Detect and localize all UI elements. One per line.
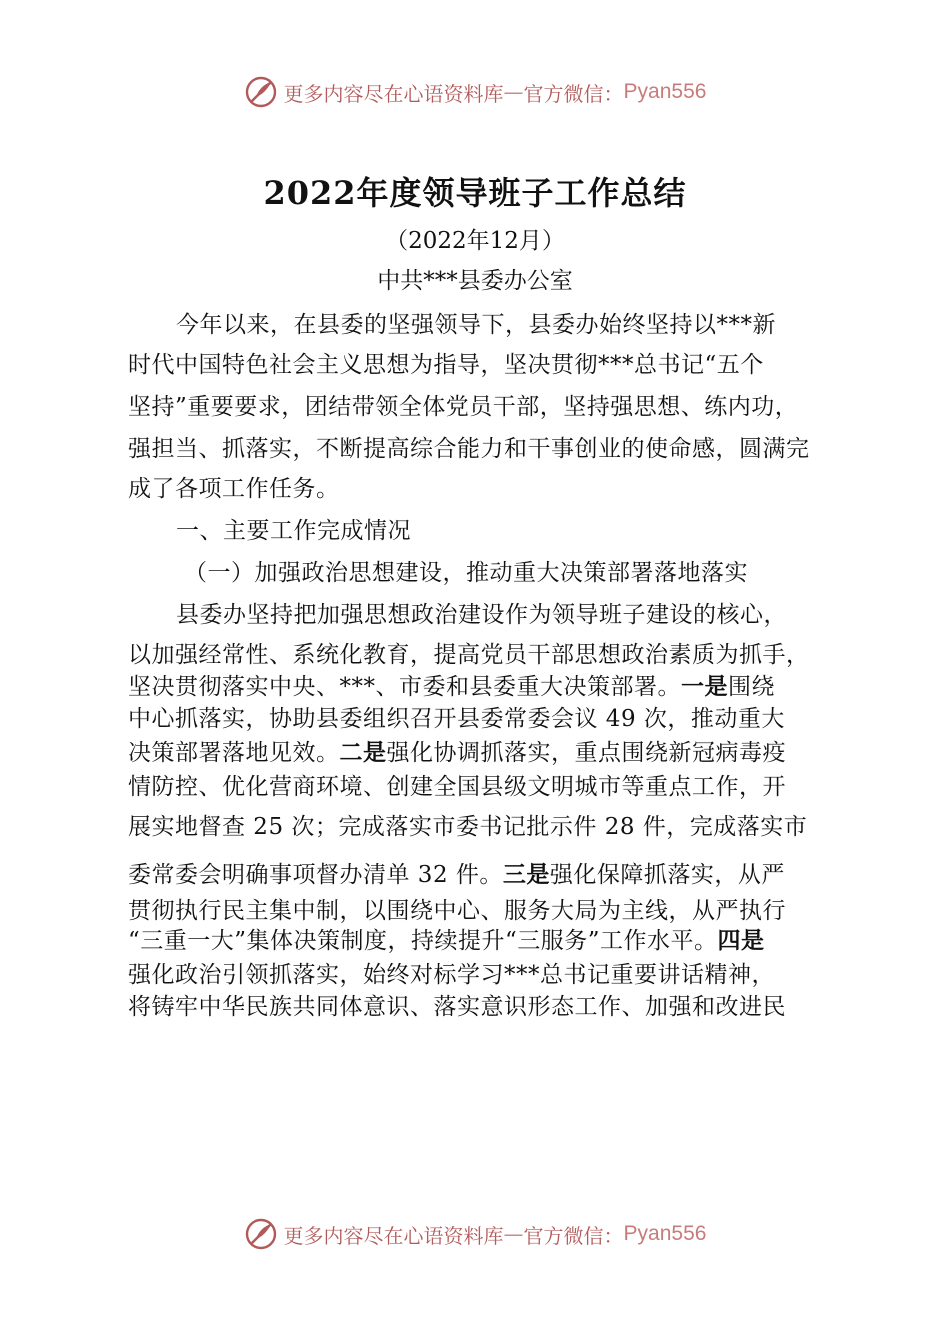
- body-line: [128, 856, 785, 889]
- banner-separator: —: [503, 1222, 524, 1246]
- bold-ordinal: 一是: [681, 674, 728, 700]
- line-text: （一）加强政治思想建设，推动重大决策部署落地落实: [184, 560, 748, 586]
- body-line: [176, 306, 776, 339]
- body-line: [128, 636, 810, 669]
- banner-text: 更多内容尽在心语资料库: [283, 1223, 504, 1248]
- line-text: 贯彻执行民主集中制，以围绕中心、服务大局为主线，从严执行: [128, 898, 786, 924]
- line-text: 决策部署落地见效。: [128, 740, 340, 766]
- line-text: 强担当、抓落实，不断提高综合能力和干事创业的使命感，圆满完: [128, 436, 810, 462]
- banner-wechat-label: 官方微信：: [523, 81, 624, 106]
- bold-ordinal: 三是: [502, 862, 550, 888]
- body-line: [128, 956, 775, 989]
- bold-ordinal: 四是: [717, 928, 765, 954]
- body-line: [176, 512, 411, 545]
- line-text: 以加强经常性、系统化教育，提高党员干部思想政治素质为抓手，: [128, 642, 810, 668]
- body-line: [128, 470, 340, 503]
- line-text: 一、主要工作完成情况: [176, 518, 411, 544]
- line-text-after: 强化协调抓落实，重点围绕新冠病毒疫: [386, 740, 786, 766]
- banner-wechat-label: 官方微信：: [523, 1223, 624, 1248]
- body-line: [128, 808, 807, 841]
- line-text: 坚持”重要要求，团结带领全体党员干部，坚持强思想、练内功，: [128, 394, 799, 420]
- body-line: [128, 922, 765, 955]
- body-line: [128, 430, 810, 463]
- line-text: 成了各项工作任务。: [128, 476, 340, 502]
- banner-separator: —: [503, 80, 524, 104]
- quill-logo-icon: [244, 1217, 278, 1251]
- line-text-after: 强化保障抓落实，从严: [549, 862, 785, 888]
- line-text: 中心抓落实，协助县委组织召开县委常委会议 49 次，推动重大: [128, 706, 785, 732]
- line-text: 将铸牢中华民族共同体意识、落实意识形态工作、加强和改进民: [128, 994, 786, 1020]
- body-line: [128, 892, 786, 925]
- banner-handle: Pyan556: [623, 1222, 707, 1245]
- line-text: “三重一大”集体决策制度，持续提升“三服务”工作水平。: [128, 928, 718, 954]
- body-line: [128, 734, 786, 767]
- line-text: 展实地督查 25 次；完成落实市委书记批示件 28 件，完成落实市: [128, 814, 808, 840]
- watermark-banner-bottom: [0, 1214, 950, 1254]
- body-line: [128, 988, 786, 1021]
- body-line: [128, 346, 764, 379]
- line-text: 时代中国特色社会主义思想为指导，坚决贯彻***总书记“五个: [128, 352, 764, 378]
- document-title: 2022年度领导班子工作总结: [263, 174, 687, 212]
- watermark-banner-top: [0, 72, 950, 112]
- body-line: [128, 768, 786, 801]
- body-line: [184, 554, 748, 587]
- line-text: 县委办坚持把加强思想政治建设作为领导班子建设的核心，: [176, 602, 787, 628]
- line-text: 委常委会明确事项督办清单 32 件。: [128, 862, 503, 888]
- bold-ordinal: 二是: [339, 740, 387, 766]
- body-line: [128, 700, 785, 733]
- body-line: [128, 388, 798, 421]
- line-text: 坚决贯彻落实中央、***、市委和县委重大决策部署。: [128, 674, 681, 700]
- line-text: 强化政治引领抓落实，始终对标学习***总书记重要讲话精神，: [128, 962, 775, 988]
- banner-text: 更多内容尽在心语资料库: [283, 81, 504, 106]
- quill-logo-icon: [244, 75, 278, 109]
- body-line: [176, 596, 787, 629]
- line-text: 情防控、优化营商环境、创建全国县级文明城市等重点工作，开: [128, 774, 786, 800]
- banner-handle: Pyan556: [623, 80, 707, 103]
- document-organization: 中共***县委办公室: [377, 268, 573, 294]
- body-line: [128, 668, 775, 701]
- line-text-after: 围绕: [728, 674, 775, 700]
- line-text: 今年以来，在县委的坚强领导下，县委办始终坚持以***新: [176, 312, 776, 338]
- document-date: （2022年12月）: [385, 228, 565, 254]
